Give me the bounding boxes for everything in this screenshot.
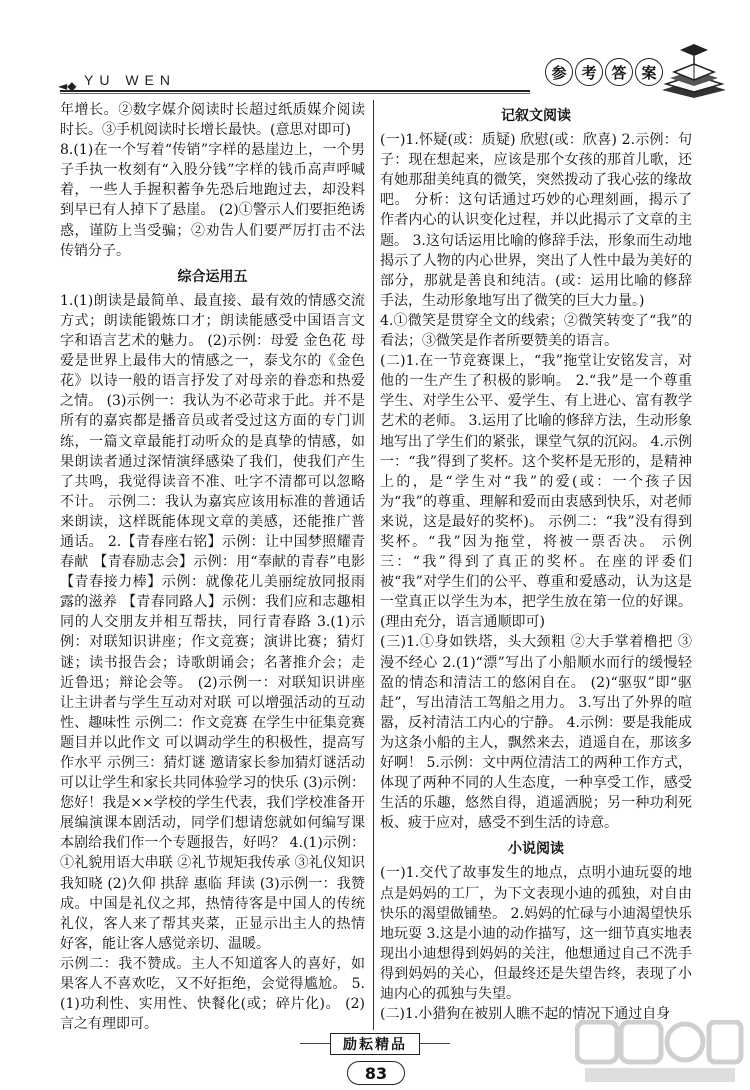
section-heading: 记叙文阅读 — [501, 108, 571, 124]
arrow-icon: ◄◆ — [58, 79, 77, 93]
right-column — [380, 100, 692, 1024]
answer-key-badge — [545, 58, 663, 86]
subject-label: YU WEN — [84, 72, 176, 88]
watermark-icon — [575, 1020, 745, 1086]
page-header — [0, 0, 750, 100]
answer-paragraph: 1.(1)朗读是最简单、最直接、最有效的情感交流方式；朗读能锻炼口才；朗读能感受中国语言文字和语言艺术的魅力。 (2)示例：母爱 金色花 母爱是世界上最伟大的情感之一，泰戈尔的《金色花》以诗一般的语言抒发了对母亲的眷恋和热爱之情。 (3)示例一：我认为不必苛求于此。并不是所有的嘉宾都是播音员或者受过这方面的专门训练，一篇文章最能打动听众的是真挚的情感，如果朗读者通过深情演绎感染了我们，使我们产生了共鸣，我觉得读音不准、吐字不清都可以忽略不计。 示例二：我认为嘉宾应该用标准的普通话来朗读，这样既能体现文章的美感，还能推广普通话。 2.【青春座右铭】示例：让中国梦照耀青春献 【青春励志会】示例：用“奉献的青春”电影 【青春接力棒】示例：就像花儿美丽绽放同报雨露的滋养 【青春同路人】示例：我们应和志趣相同的人交朋友并相互帮扶，同行青春路 3.(1)示例：对联知识讲座；作文竞赛；演讲比赛；猜灯谜；读书报告会；诗歌朗诵会；名著推介会；走近鲁迅；辩论会等。 (2)示例一：对联知识讲座 让主讲者与学生互动对对联 可以增强活动的互动性、趣味性 示例二：作文竞赛 在学生中征集竞赛题目并以此作文 可以调动学生的积极性，提高写作水平 示例三：猜灯谜 邀请家长参加猜灯谜活动 可以让学生和家长共同体验学习的快乐 (3)示例：您好！我是××学校的学生代表，我们学校准备开展编演课本剧活动，同学们想请您就如何编写课本剧给我们作一个专题报告，好吗？ 4.(1)示例：①礼貌用语大串联 ②礼节规矩我传承 ③礼仪知识我知晓 (2)久仰 拱辞 惠临 拜读 (3)示例一：我赞成。中国是礼仪之邦，热情待客是中国人的传统礼仪，客人来了帮其夹菜，正显示出主人的热情好客，能让客人感觉亲切、温暖。 — [60, 292, 365, 952]
book-stack-icon — [658, 40, 730, 100]
answer-paragraph: (一)1.怀疑(或：质疑) 欣慰(或：欣喜) 2.示例：句子：现在想起来，应该是那个女孩的那首儿歌，还有她那甜美纯真的微笑，突然拨动了我心弦的缘故吧。 分析：这句话通过巧妙的心理刻画，揭示了作者内心的认识变化过程，并以此揭示了文章的主题。 3.这句话运用比喻的修辞手法，形象而生动地揭示了人物的内心世界，突出了人性中最为美好的部分，那就是善良和纯洁。(或：运用比喻的修辞手法，生动形象地写出了微笑的巨大力量。) — [380, 132, 692, 309]
section-heading: 小说阅读 — [508, 841, 564, 858]
header-rule-thin — [60, 93, 530, 94]
answer-paragraph: 示例二：我不赞成。主人不知道客人的喜好，如果客人不喜欢吃，又不好拒绝，会觉得尴尬。 5.(1)功利性、实用性、快餐化(或；碎片化)。 (2)言之有理即可。 — [60, 955, 365, 1033]
answer-paragraph: (二)1.在一节竞赛课上，“我”拖堂让安铭发言，对他的一生产生了积极的影响。 2.“我”是一个尊重学生、对学生公平、爱学生、有上进心、富有教学艺术的老师。 3.运用了比喻的修辞方法，生动形象地写出了学生们的紧张，课堂气氛的沉闷。 4.示例一：“我”得到了奖杯。这个奖杯是无形的，是精神上的，是“学生对“我”的爱(或：一个孩子因为“我”的尊重、理解和爱而由衷感到快乐，对老师来说，这是最好的奖杯)。 示例二：“我”没有得到奖杯。“我”因为拖堂，将被一票否决。 示例三：“我”得到了真正的奖杯。在座的评委们被“我”对学生们的公平、尊重和爱感动，认为这是一堂真正以学生为本，把学生放在第一位的好课。(理由充分，语言通顺即可) — [380, 353, 692, 631]
brand-label: 励耘精品 — [330, 1033, 420, 1055]
badge-char: 考 — [575, 58, 603, 86]
page-number: 83 — [347, 1061, 405, 1085]
answer-paragraph: (三)1.①身如铁塔，头大颈粗 ②大手掌着橹把 ③漫不经心 2.(1)“漂”写出了小船顺水而行的缓慢轻盈的情态和清洁工的悠闲自在。 (2)“驱驭”即“驱赶”，写出清洁工驾船之用力。 3.写出了外界的喧嚣，反衬清洁工内心的宁静。 4.示例：要是我能成为这条小船的主人，飘然来去，逍遥自在，那该多好啊！ 5.示例：文中两位清洁工的两种工作方式，体现了两种不同的人生态度，一种享受工作，感受生活的乐趣，悠然自得，逍遥洒脱；另一种功利死板、疲于应对，感受不到生活的诗意。 — [380, 634, 692, 832]
answer-paragraph: 年增长。②数字媒介阅读时长超过纸质媒介阅读时长。③手机阅读时长增长最快。(意思对即可) — [60, 102, 365, 139]
answer-paragraph: (一)1.交代了故事发生的地点，点明小迪玩耍的地点是妈妈的工厂，为下文表现小迪的孤独，对自由快乐的渴望做铺垫。 2.妈妈的忙碌与小迪渴望快乐地玩耍 3.这是小迪的动作描写，这一细节真实地表现出小迪想得到妈妈的关注，他想通过自己不洗手得到妈妈的关心，但最终还是失望告终，表现了小迪内心的孤独与失望。 — [380, 865, 692, 1003]
answer-paragraph: (二)1.小猎狗在被别人瞧不起的情况下通过自身 — [380, 1006, 671, 1023]
watermark-logo — [575, 1020, 745, 1086]
header-rule — [60, 90, 530, 92]
section-heading: 综合运用五 — [177, 268, 248, 285]
column-divider — [373, 100, 374, 1030]
answer-paragraph: 8.(1)在一个写着“传销”字样的悬崖边上，一个男子手执一枚刻有“入股分钱”字样的钱币高声呼喊着，一些人手握积蓄争先恐后地跑过去，却没料到早已有人掉下了悬崖。 (2)①警示人们要拒绝诱惑，谨防上当受骗；②劝告人们要严厉打击不法传销分子。 — [60, 142, 365, 259]
badge-char: 答 — [605, 58, 633, 86]
badge-char: 参 — [545, 58, 573, 86]
left-column — [60, 100, 365, 1034]
badge-char: 案 — [635, 58, 663, 86]
answer-paragraph: 4.①微笑是贯穿全文的线索；②微笑转变了“我”的看法；③微笑是作者所要赞美的语言。 — [380, 312, 692, 350]
